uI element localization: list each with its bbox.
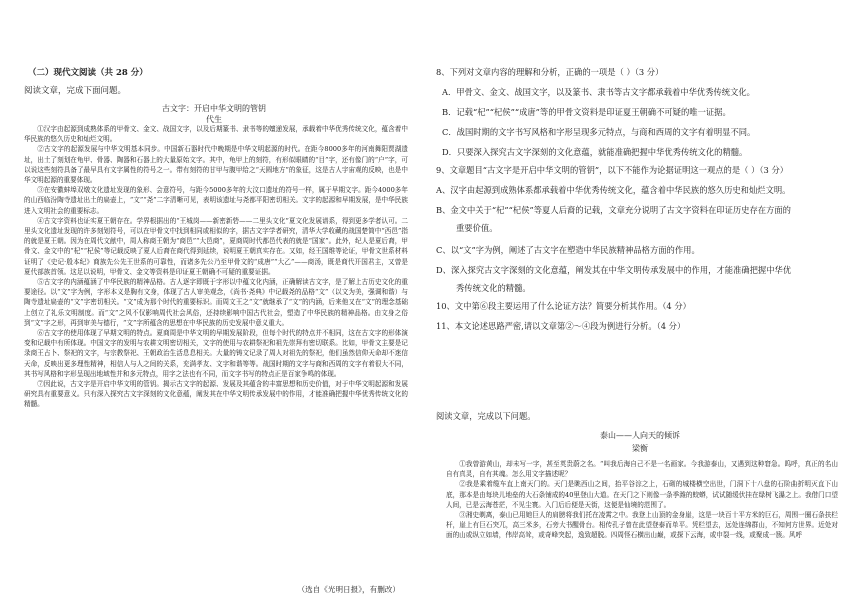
paragraph: ②我是乘着缆车直上南天门的。天门是眺西山之间，抬平谷淙之上，石砌的城楼横空出世，门洞下十八盘的石阶曲折明灭直下山底，那本是由每块儿地垒的大石条铺成的40里登山大道。在天门之下则像一条季潍的蛟蟒，试试随缓伏挂在绿树飞瀑之上。我借门口望人间，已是云海苍茫，不见尘寰。入门后后便是天街，这便是仙境的范围了。 [446,480,838,509]
q9-option-b: B、金文中关于“杞”“杞侯”等夏人后裔的记载，文章充分说明了古文字资料在印证历史存在方面的 [436,205,791,215]
q8-option-a: A．甲骨文、金文、战国文字，以及篆书、隶书等古文字都承载着中华优秀传统文化。 [442,87,755,97]
article2-author: 梁衡 [632,444,648,453]
question-10: 10、文中第⑥段主要运用了什么论证方法？简要分析其作用。（4 分） [436,301,691,311]
paragraph: ①我曾游黄山，却未写一字，甚至英贵蔚之名。“叫我后海自己不是一名画家。今我游泰山，又遇到这种窘急。呜呼，真正的名山自有真灵，自有其魂。怎么用文字描述呢？ [446,460,838,479]
question-11: 11、本文论述思路严密,请以文章第②～④段为例进行分析。（4 分） [436,321,686,331]
paragraph: ③在安徽蚌埠双墩文化遗址发现的象形、会意符号，与距今5000多年的大汶口遗址的符号一样，属于早期文字。距今4000多年的山西临汾陶寺遗址出土的扁壶上，“文”“尧”二字清晰可见，表明该遗址与尧都平阳密切相关。文字的起源和早期发展，是中华民族进入文明社会的重要标志。 [24,186,408,215]
paragraph: ⑦因此说，古文字是开启中华文明的管钥。揭示古文字的起源、发展及其蕴含的丰富思想和历史价值，对于中华文明起源和发展研究具有重要意义。只有深入探究古文字深刻的文化意蕴，阐发其在中华文明传承发展中的作用，才能准确把握中华优秀传统文化的精髓。 [24,380,408,409]
question-9: 9、文章题目“古文字是开启中华文明的管钥”，以下不能作为论据证明这一观点的是（ ）（3 分） [436,165,789,175]
q8-option-d: D．只要深入探究古文字深刻的文化意蕴，就能准确把握中华优秀传统文化的精髓。 [442,147,748,157]
section2-intro: 阅读文章，完成以下问题。 [436,411,536,421]
article-title: 古文字：开启中华文明的管钥 [162,104,266,113]
question-8: 8、下列对文章内容的理解和分析，正确的一项是（ ）（3 分） [436,67,664,77]
section-title: （二）现代文阅读（共 28 分） [28,68,148,78]
article-source: （选自《光明日报》，有删改） [297,585,400,594]
q8-option-c: C．战国时期的文字书写风格和字形呈现多元特点，与商和西周的文字有着明显不同。 [442,127,756,137]
article2-title: 泰山——人向天的倾诉 [600,431,680,440]
paragraph: ⑥古文字的使用体现了早期文明的特点。夏商周是中华文明的早期发展阶段，但每个时代的特点并不相同，这在古文字的形体演变和记载中有所体现。中国文字的发明与农耕文明密切相关，文字的使用与农耕祭祀和祖先崇拜有密切联系。比如，甲骨文主要是记录商王占卜、祭祀的文字，与宗教祭祀、王朝政治生活息息相关。大量的铸文记录了周人对祖先的祭祀，他们虽然信仰天命却不迷信天命，反映出更多理性精神，相信人与人之间的关系，充满孝友、文字和谐等等。战国时期的文字与商和西周的文字有着很大不同，其书写风格和字形呈现出地域性并和多元特点，用字之法也有不同，而文字书写的特点正是百家争鸣的体现。 [24,329,408,378]
paragraph: ⑤古文字的内涵蕴涵了中华民族的精神品格。古人逐字即既于字形以中蕴文化内涵，正确解读古文字，是了解上古历史文化的重要途径。以“文”字为例，字形本义是胸有文身，体现了古人审美观念，《尚书·尧典》中记载尧的品格“文”（以文为美，强调和谐）与陶寺遗址扁壶的“文”字密切相关。“文”成为那个时代的重要标识。而周文王之“文”就继承了“文”的内涵，后来他又在“文”的理念基础上创立了礼乐文明制度。而“文”之风不仅影响周代社会风俗，还持续影响中国古代社会，塑造了中华民族的精神品格。由文身之俗到“文”字之形，再到审美与德行，“文”字所蕴含的思想在中华民族的历史发展中意义重大。 [24,278,408,327]
paragraph: ②古文字的起源发展与中华文明基本同步。中国新石器时代中晚期是中华文明起源的时代。在距今8000多年的河南舞阳贾湖遗址，出土了刻划在龟甲、骨器、陶器和石器上的大量原始文字。其中，龟甲上的刻符，有形似眼睛的“目”字，还有像门的“户”字，可以说这些刻符具备了最早具有文字属性的符号之一。带有刻符的甘甲与腹甲给之“天圆地方”的象征，这是古人宇宙观的反映，也是中华文明起源的重要体现。 [24,145,408,185]
paragraph: ④古文字资料也证实夏王朝存在。学界根据出的“王城岗——新密新砦——二里头文化”夏文化发展谱系，得到更多学者认可。二里头文化遗址发现的许多刻划符号，可以在甲骨文中找到相同或相似的字，据古文字学者研究，清华大学收藏的战国楚简中“西邑”指的就是夏王朝。因为在周代文献中，周人称商王朝为“商邑”“大邑商”，夏商周时代都邑代表的就是“国家”。此外，纪人是夏后裔，甲骨文、金文中的“杞”“杞侯”等记载反映了夏人后裔在商代得到延续，说明夏王朝真实存在。又如，经王国维等论证，甲骨文世系材料证明了《史记·殷本纪》商族先公先王世系的可靠性，而诸多先公乃至甲骨文的“成唐”“大乙”——商汤，既是商代开国君主，又曾是夏代部族首领。这足以说明，甲骨文、金文等资料是印证夏王朝确不可疑的重要证据。 [24,216,408,276]
paragraph: ③湘史剃离，泰山已用她巨人的肩膀将我们托在凌霄之中。我登上山顶的金身崖，这是一块百十平方米的巨石，周围一圈石条扶栏杆，崖上有巨石突兀，高三米多，石旁大书醒骨台。相传孔子曾在此望登泰而单平。凭栏望去，远处连绵群山，不知何方世界。近处对面的山或纵立如墙，伟岸高耸，或奇峰突起，逸致超脱。四周怪石横出山巅，或探下云海，或申裂一线，或聚成一簇。风呼 [446,511,838,540]
q9-option-b-cont: 重要价值。 [456,223,498,233]
q9-option-a: A、汉字由起源到成熟体系都承载着中华优秀传统文化，蕴含着中华民族的悠久历史和灿烂文明。 [436,185,791,195]
q9-option-d: D、深入探究古文字深刻的文化意蕴，阐发其在中华文明传承发展中的作用，才能准确把握中华优 [436,265,792,275]
q9-option-d-cont: 秀传统文化的精髓。 [456,283,531,293]
paragraph: ①汉字由起源到成熟体系的甲骨文、金文、战国文字，以及后期篆书、隶书等的嬗递发展，承载着中华优秀传统文化，蕴含着中华民族的悠久历史和灿烂文明。 [24,125,408,144]
q9-option-c: C、以“文”字为例，阐述了古文字在塑造中华民族精神品格方面的作用。 [436,245,700,255]
section-intro: 阅读文章，完成下面问题。 [24,86,127,96]
article-body [24,124,408,410]
article2-body [446,459,838,541]
q8-option-b: B．记载“杞”“杞侯”“成唐”等的甲骨文资料是印证夏王朝确不可疑的唯一证据。 [442,107,731,117]
article-author: 代生 [206,115,222,124]
